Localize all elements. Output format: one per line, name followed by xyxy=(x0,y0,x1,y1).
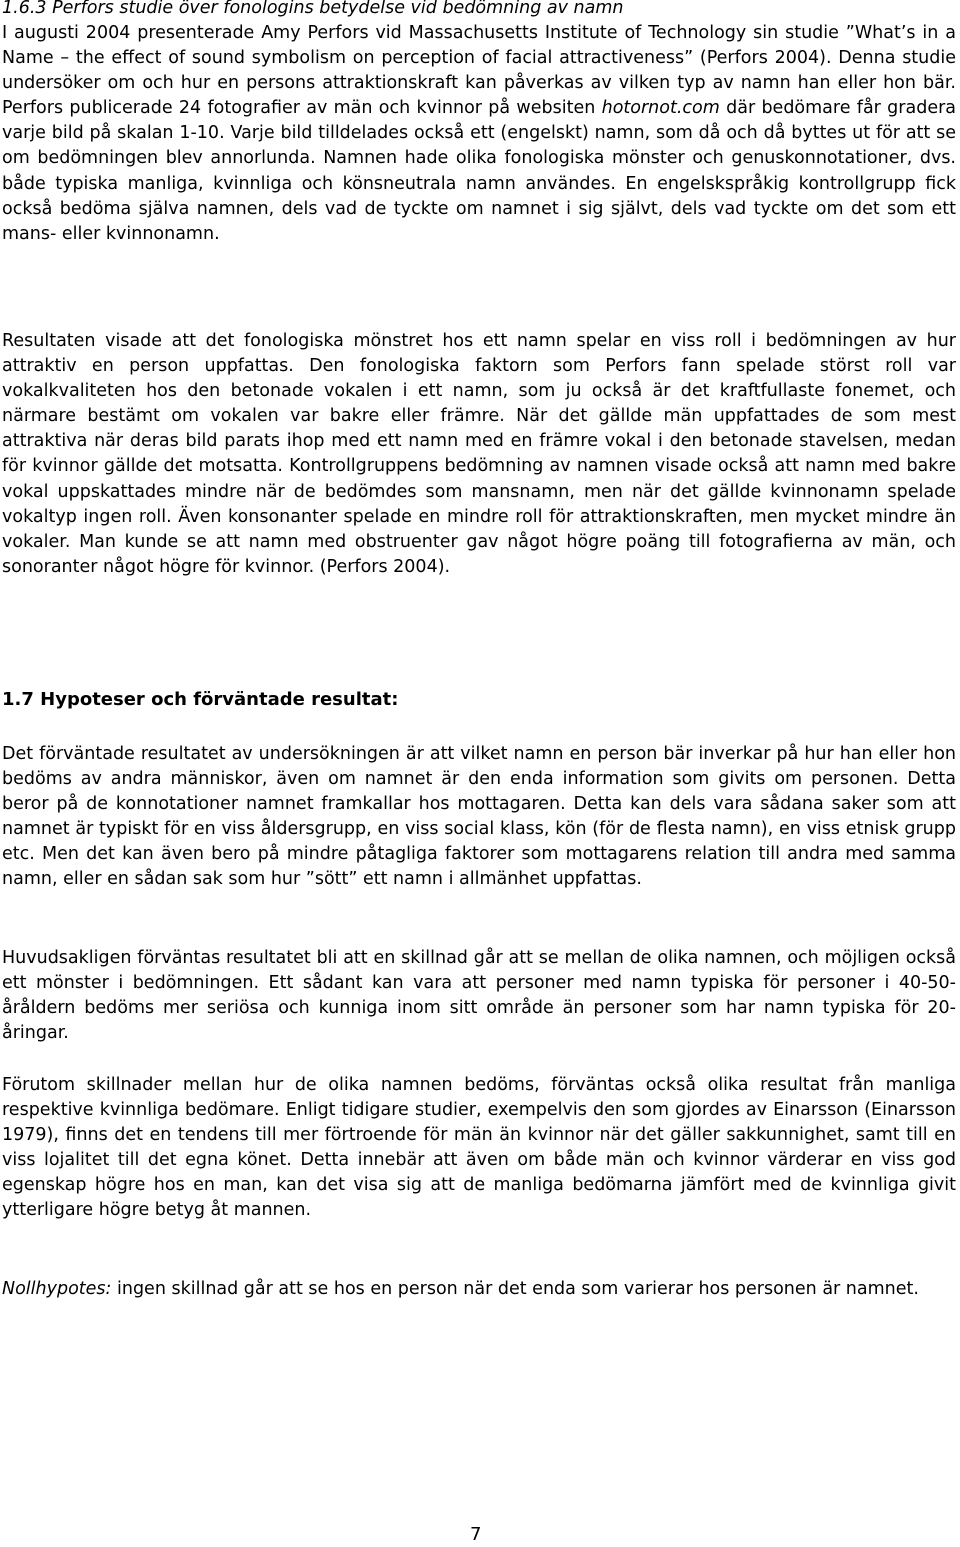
expected-results-paragraph xyxy=(2,742,956,893)
paragraph-text: Resultaten visade att det fonologiska mönstret hos ett namn spelar en viss roll i bedömningen av hur attraktiv en person uppfattas. Den fonologiska faktorn som Perfors fann spelade störst roll var vokalkvaliteten hos den betonade vokalen i ett namn, som ju också är det kraftfullaste fonemet, och närmare bestämt om vokalen var bakre eller främre. När det gällde män uppfattades de som mest attraktiva när deras bild parats ihop med ett namn med en främre vokal i den betonade stavelsen, medan för kvinnor gällde det motsatta. Kontrollgruppens bedömning av namnen visade också att namn med bakre vokal uppskattades mindre när de bedömdes som mansnamn, men när det gällde kvinnonamn spelade vokaltyp ingen roll. Även konsonanter spelade en mindre roll för attraktionskraften, men mycket mindre än vokaler. Man kunde se att namn med obstruenter gav något högre poäng till fotografierna av män, och sonoranter något högre för kvinnor. (Perfors 2004). xyxy=(2,331,956,577)
paragraph-text: där bedömare får gradera varje bild på skalan 1-10. Varje bild tilldelades också ett (engelskt) namn, som då och då byttes ut för att se om bedömningen blev annorlunda. Namnen hade olika fonologiska mönster och genuskonnotationer, dvs. både typiska manliga, kvinnliga och könsneutrala namn användes. En engelskspråkig kontrollgrupp fick också bedöma själva namnen, dels vad de tyckte om namnet i sig självt, dels vad tyckte om det som ett mans- eller kvinnonamn. xyxy=(2,98,957,244)
section-heading: 1.7 Hypoteser och förväntade resultat: xyxy=(2,689,399,710)
paragraph-text: Förutom skillnader mellan hur de olika namnen bedöms, förväntas också olika resultat från manliga respektive kvinnliga bedömare. Enligt tidigare studier, exempelvis den som gjordes av Einarsson (Einarsson 1979), finns det en tendens till mer förtroende för män än kvinnor när det gäller sakkunnighet, samt till en viss lojalitet till det egna könet. Detta innebär att även om både män och kvinnor värderar en viss god egenskap högre hos en man, kan det visa sig att de manliga bedömarna jämfört med de kvinnliga givit ytterligare högre betyg åt mannen. xyxy=(2,1075,956,1221)
gender-difference-paragraph xyxy=(2,1073,956,1224)
paragraph-text: Huvudsakligen förväntas resultatet bli att en skillnad går att se mellan de olika namnen, och möjligen också ett mönster i bedömningen. Ett sådant kan vara att personer med namn typiska för personer i 40-50-åråldern bedöms mer seriösa och kunniga inom sitt område än personer som har namn typiska för 20-åringar. xyxy=(2,948,956,1044)
main-expectation-paragraph xyxy=(2,946,956,1046)
page-number: 7 xyxy=(470,1524,482,1545)
results-paragraph xyxy=(2,329,956,580)
subsection-heading: 1.6.3 Perfors studie över fonologins betydelse vid bedömning av namn xyxy=(2,0,624,18)
paragraph-text: I augusti 2004 presenterade Amy Perfors vid Massachusetts Institute of Technology sin studie ”What’s in a Name – the effect of sound symbolism on perception of facial attractiveness” (Perfors 2004). Denna studie undersöker om och hur en persons attraktionskraft kan påverkas av vilken typ av namn han eller hon bär. Perfors publicerade 24 fotografier av män och kvinnor på websiten xyxy=(2,23,956,119)
null-hypothesis-label: Nollhypotes: xyxy=(2,1279,112,1299)
website-name: hotornot.com xyxy=(601,98,720,119)
null-hypothesis-text: ingen skillnad går att se hos en person när det enda som varierar hos personen är namnet. xyxy=(111,1279,919,1299)
null-hypothesis-paragraph xyxy=(2,1277,956,1302)
paragraph-text: Det förväntade resultatet av undersökningen är att vilket namn en person bär inverkar på hur han eller hon bedöms av andra människor, även om namnet är den enda information som givits om personen. Detta beror på de konnotationer namnet framkallar hos mottagaren. Detta kan dels vara sådana saker som att namnet är typiskt för en viss åldersgrupp, en viss social klass, kön (för de flesta namn), en viss etnisk grupp etc. Men det kan även bero på mindre påtagliga faktorer som mottagarens relation till andra med samma namn, eller en sådan sak som hur ”sött” ett namn i allmänhet uppfattas. xyxy=(2,744,956,890)
perfors-study-paragraph xyxy=(2,21,956,247)
